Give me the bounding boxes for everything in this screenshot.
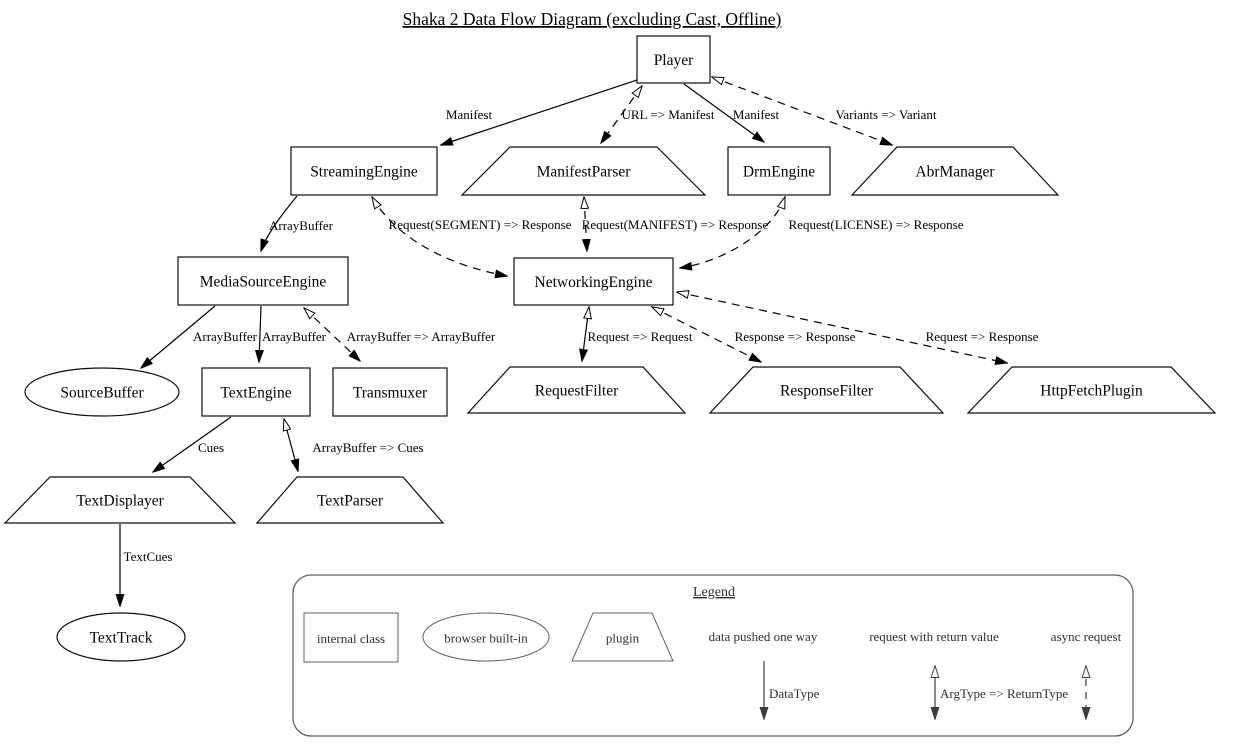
legend-title: Legend (693, 585, 735, 600)
edge-label-media-source-engine-to-source-buffer: ArrayBuffer (192, 329, 258, 344)
edge-label-media-source-engine-to-transmuxer: ArrayBuffer => ArrayBuffer (346, 329, 496, 344)
node-drm-engine-label: DrmEngine (742, 163, 816, 181)
edge-label-manifest-parser-to-networking-engine: Request(MANIFEST) => Response (581, 217, 769, 232)
node-player-label: Player (653, 52, 694, 69)
node-transmuxer-label: Transmuxer (352, 384, 428, 402)
legend-shape-1-label: browser built-in (444, 630, 528, 646)
node-text-track-label: TextTrack (89, 629, 153, 647)
node-abr-manager-label: AbrManager (915, 163, 995, 181)
legend-arrow-caption-0: data pushed one way (708, 629, 818, 644)
node-text-parser-label: TextParser (316, 492, 384, 510)
edge-label-text-engine-to-text-displayer: Cues (198, 440, 224, 455)
edge-label-networking-engine-to-request-filter: Request => Request (587, 329, 693, 344)
edge-label-drm-engine-to-networking-engine: Request(LICENSE) => Response (788, 217, 964, 232)
edge-label-streaming-engine-to-networking-engine: Request(SEGMENT) => Response (388, 217, 572, 232)
diagram-title: Shaka 2 Data Flow Diagram (excluding Cast, Offline) (402, 9, 782, 29)
edge-label-text-engine-to-text-parser: ArrayBuffer => Cues (312, 440, 424, 455)
node-networking-engine-label: NetworkingEngine (534, 274, 653, 291)
node-source-buffer-label: SourceBuffer (60, 384, 144, 402)
edge-label-networking-engine-to-http-fetch-plugin: Request => Response (925, 329, 1039, 344)
node-media-source-engine-label: MediaSourceEngine (199, 273, 327, 291)
legend-shape-0-label: internal class (316, 631, 386, 646)
node-response-filter-label: ResponseFilter (780, 382, 873, 400)
node-http-fetch-plugin-label: HttpFetchPlugin (1040, 382, 1143, 400)
node-text-engine-label: TextEngine (220, 384, 292, 402)
edge-label-player-to-streaming-engine: Manifest (445, 107, 493, 122)
legend-arrow-type-label-1: ArgType => ReturnType (940, 686, 1069, 701)
legend-arrow-caption-2: async request (1050, 629, 1122, 644)
node-streaming-engine-label: StreamingEngine (310, 163, 418, 181)
edge-label-media-source-engine-to-text-engine: ArrayBuffer (261, 329, 327, 344)
edge-label-text-displayer-to-text-track: TextCues (123, 549, 173, 564)
edge-label-streaming-engine-to-media-source-engine: ArrayBuffer (268, 218, 334, 233)
legend-shape-2-label: plugin (605, 630, 640, 646)
node-manifest-parser-label: ManifestParser (536, 163, 631, 181)
edge-label-player-to-drm-engine: Manifest (732, 107, 780, 122)
edge-label-player-to-abr-manager: Variants => Variant (835, 107, 937, 122)
node-text-displayer-label: TextDisplayer (76, 492, 164, 510)
legend-arrow-caption-1: request with return value (869, 629, 999, 644)
legend-arrow-type-label-0: DataType (769, 686, 820, 701)
edge-label-player-to-manifest-parser: URL => Manifest (621, 107, 715, 122)
edge-label-networking-engine-to-response-filter: Response => Response (734, 329, 856, 344)
node-request-filter-label: RequestFilter (534, 382, 619, 400)
